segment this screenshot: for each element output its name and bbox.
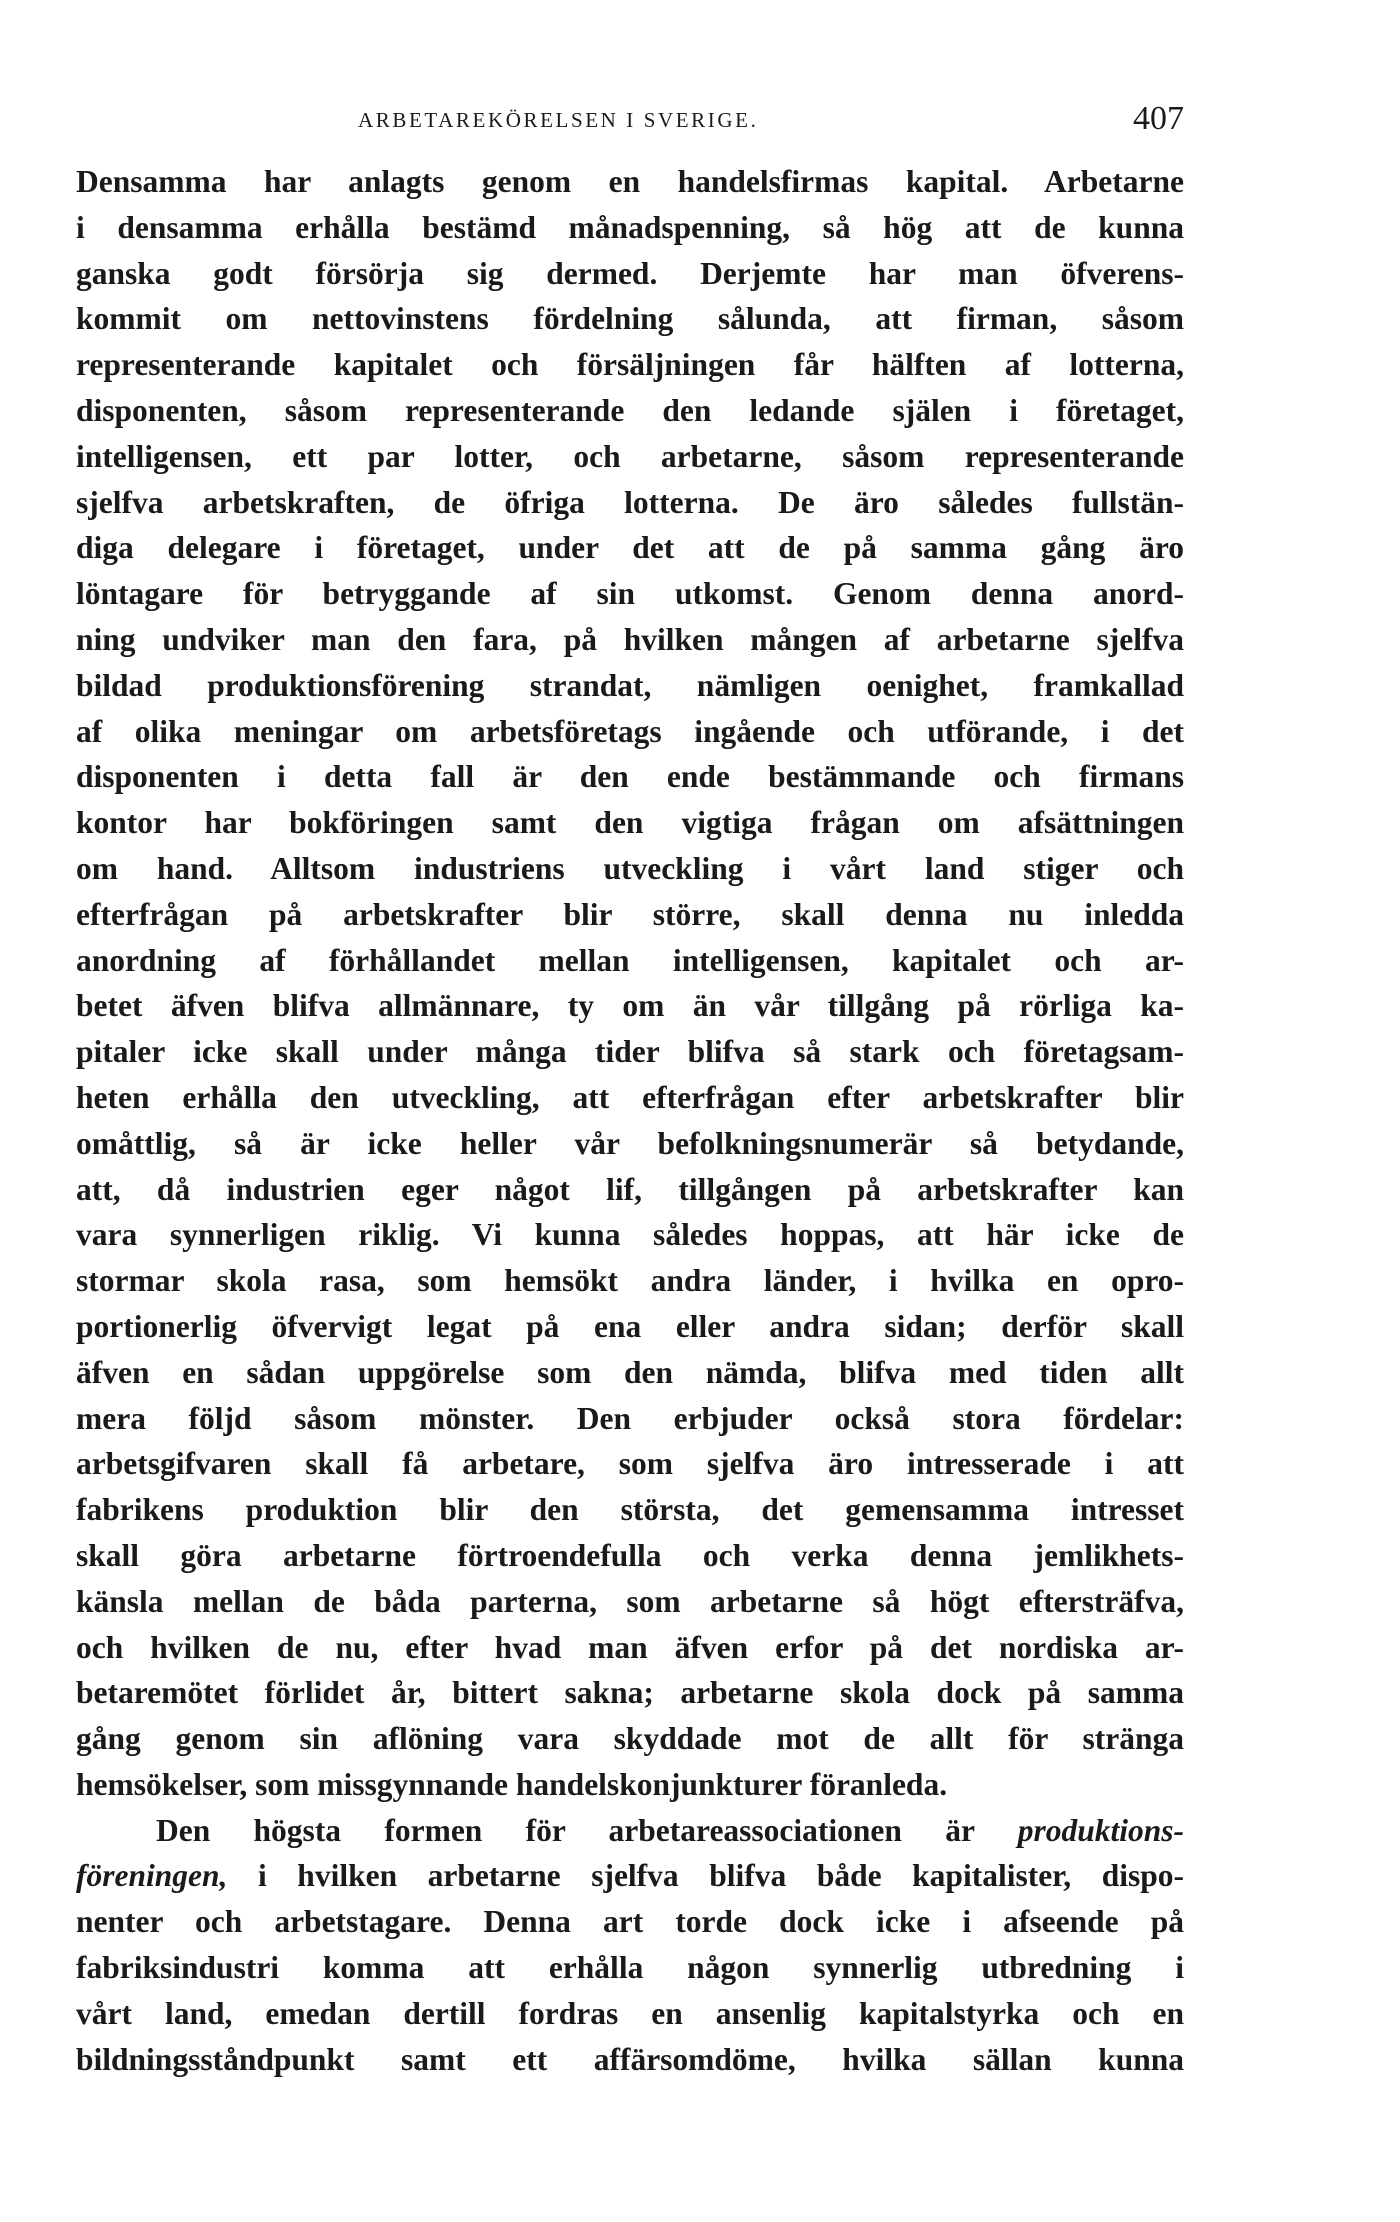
text-line: disponenten i detta fall är den ende bestämmande och firmans	[76, 759, 1184, 795]
text-line: vårt land, emedan dertill fordras en ansenlig kapitalstyrka och en	[76, 1995, 1184, 2031]
text-line: stormar skola rasa, som hemsökt andra länder, i hvilka en opro-	[76, 1263, 1184, 1299]
text-line: om hand. Alltsom industriens utveckling i vårt land stiger och	[76, 850, 1184, 886]
text-line: arbetsgifvaren skall få arbetare, som sjelfva äro intresserade i att	[76, 1446, 1184, 1482]
paragraph-end-line: hemsökelser, som missgynnande handelskonjunkturer föranleda.	[76, 1766, 948, 1802]
text-line	[76, 1853, 1184, 1899]
text-line: disponenten, såsom representerande den ledande själen i företaget,	[76, 392, 1184, 428]
text-line: af olika meningar om arbetsföretags ingående och utförande, i det	[76, 713, 1184, 749]
text-line: pitaler icke skall under många tider blifva så stark och företagsam-	[76, 1034, 1184, 1070]
running-head	[76, 100, 1184, 140]
paragraph-start-line	[76, 1808, 1184, 1854]
text-line: betet äfven blifva allmännare, ty om än vår tillgång på rörliga ka-	[76, 988, 1184, 1024]
text-line: kommit om nettovinstens fördelning sålunda, att firman, såsom	[76, 301, 1184, 337]
italic-term: produktions-	[1017, 1812, 1184, 1848]
body-text	[76, 159, 1184, 2082]
text-line: vara synnerligen riklig. Vi kunna således hoppas, att här icke de	[76, 1217, 1184, 1253]
text-line: Densamma har anlagts genom en handelsfirmas kapital. Arbetarne	[76, 164, 1184, 199]
text-line: anordning af förhållandet mellan intelligensen, kapitalet och ar-	[76, 942, 1184, 978]
text-line: sjelfva arbetskraften, de öfriga lotterna. De äro således fullstän-	[76, 484, 1184, 520]
italic-term: föreningen,	[76, 1858, 228, 1894]
running-title: ARBETAREKÖRELSEN I SVERIGE.	[358, 108, 759, 132]
text-line: representerande kapitalet och försäljningen får hälften af lotterna,	[76, 347, 1184, 383]
page-number: 407	[1133, 100, 1184, 137]
text-line: fabriksindustri komma att erhålla någon synnerlig utbredning i	[76, 1950, 1184, 1986]
text-line: mera följd såsom mönster. Den erbjuder också stora fördelar:	[76, 1400, 1184, 1436]
text-line: portionerlig öfvervigt legat på ena eller andra sidan; derför skall	[76, 1308, 1184, 1344]
text-line: kontor har bokföringen samt den vigtiga frågan om afsättningen	[76, 805, 1184, 841]
text-line: äfven en sådan uppgörelse som den nämda, blifva med tiden allt	[76, 1354, 1184, 1390]
text-line: att, då industrien eger något lif, tillgången på arbetskrafter kan	[76, 1171, 1184, 1207]
text-line: ganska godt försörja sig dermed. Derjemte har man öfverens-	[76, 255, 1184, 291]
text-line: fabrikens produktion blir den största, det gemensamma intresset	[76, 1492, 1184, 1528]
text-line: löntagare för betryggande af sin utkomst. Genom denna anord-	[76, 576, 1184, 612]
text-line: ning undviker man den fara, på hvilken mången af arbetarne sjelfva	[76, 621, 1184, 657]
text-line: bildad produktionsförening strandat, nämligen oenighet, framkallad	[76, 667, 1184, 703]
text-line: känsla mellan de båda parterna, som arbetarne så högt eftersträfva,	[76, 1583, 1184, 1619]
text-line: heten erhålla den utveckling, att efterfrågan efter arbetskrafter blir	[76, 1079, 1184, 1115]
text-line: gång genom sin aflöning vara skyddade mot de allt för stränga	[76, 1721, 1184, 1757]
text-line: i densamma erhålla bestämd månadspenning, så hög att de kunna	[76, 209, 1184, 245]
text-line: intelligensen, ett par lotter, och arbetarne, såsom representerande	[76, 438, 1184, 474]
text-line: diga delegare i företaget, under det att de på samma gång äro	[76, 530, 1184, 566]
text-line: efterfrågan på arbetskrafter blir större, skall denna nu inledda	[76, 896, 1184, 932]
text-line: nenter och arbetstagare. Denna art torde dock icke i afseende på	[76, 1904, 1184, 1940]
text-line: och hvilken de nu, efter hvad man äfven erfor på det nordiska ar-	[76, 1629, 1184, 1665]
text-line: betaremötet förlidet år, bittert sakna; arbetarne skola dock på samma	[76, 1675, 1184, 1711]
text-run: i hvilken arbetarne sjelfva blifva både kapitalister, dispo-	[227, 1858, 1184, 1894]
text-line: skall göra arbetarne förtroendefulla och verka denna jemlikhets-	[76, 1537, 1184, 1573]
text-line: omåttlig, så är icke heller vår befolkningsnumerär så betydande,	[76, 1125, 1184, 1161]
text-line: bildningsståndpunkt samt ett affärsomdöme, hvilka sällan kunna	[76, 2041, 1184, 2077]
text-run: Den högsta formen för arbetareassociationen är	[156, 1812, 975, 1848]
